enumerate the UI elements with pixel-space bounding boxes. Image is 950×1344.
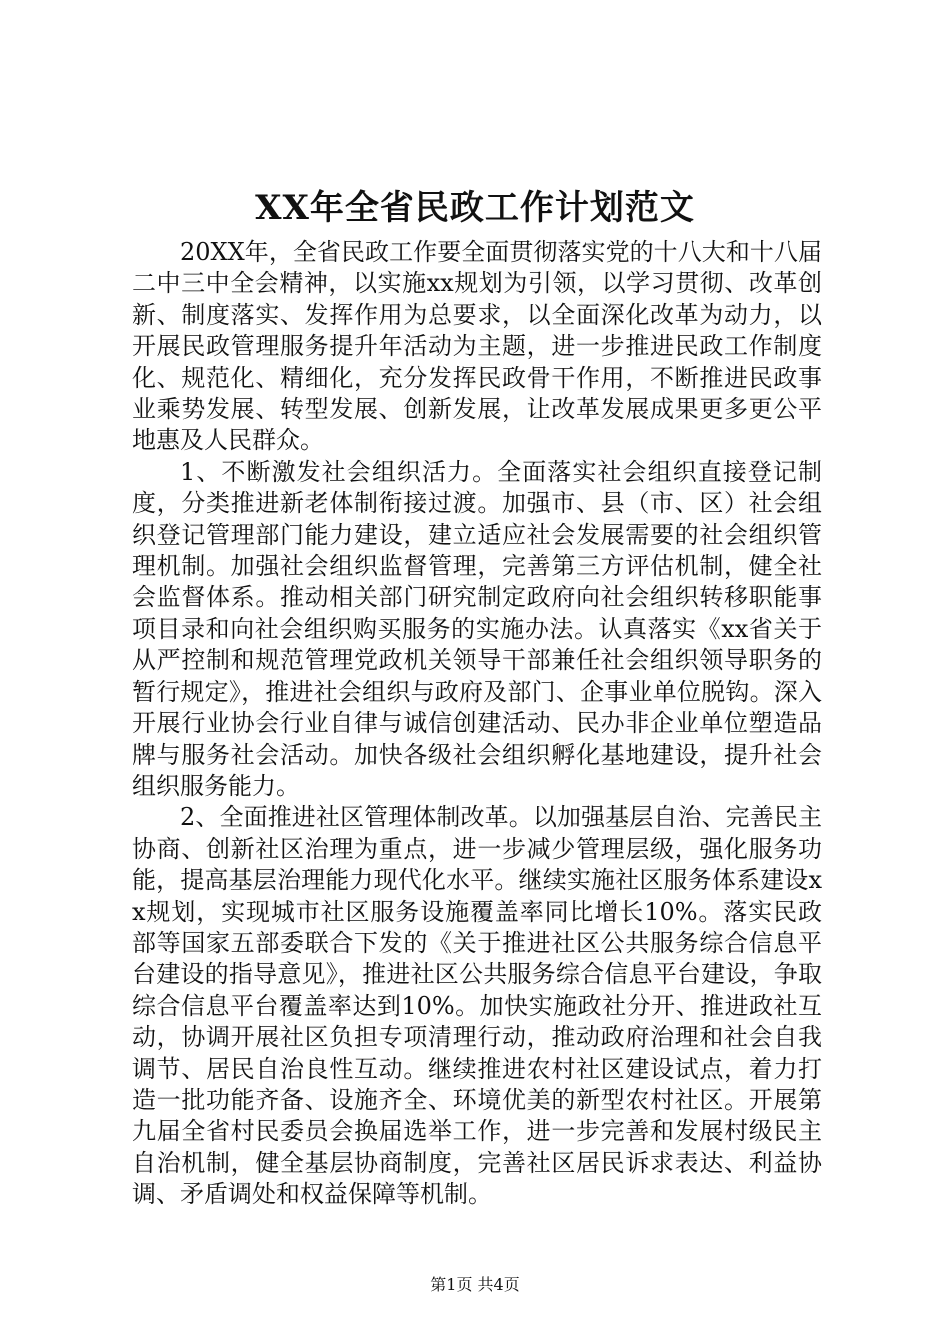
paragraph-community-reform: 2、全面推进社区管理体制改革。以加强基层自治、完善民主协商、创新社区治理为重点，进一步减少管理层级，强化服务功能，提高基层治理能力现代化水平。继续实施社区服务体系建设xx规划，实现城市社区服务设施覆盖率同比增长10%。落实民政部等国家五部委联合下发的《关于推进社区公共服务综合信息平台建设的指导意见》，推进社区公共服务综合信息平台建设，争取综合信息平台覆盖率达到10%。加快实施政社分开、推进政社互动，协调开展社区负担专项清理行动，推动政府治理和社会自我调节、居民自治良性互动。继续推进农村社区建设试点，着力打造一批功能齐备、设施齐全、环境优美的新型农村社区。开展第九届全省村民委员会换届选举工作，进一步完善和发展村级民主自治机制，健全基层协商制度，完善社区居民诉求表达、利益协调、矛盾调处和权益保障等机制。 xyxy=(132,803,822,1209)
paragraph-intro: 20XX年，全省民政工作要全面贯彻落实党的十八大和十八届二中三中全会精神，以实施xx规划为引领，以学习贯彻、改革创新、制度落实、发挥作用为总要求，以全面深化改革为动力，以开展民政管理服务提升年活动为主题，进一步推进民政工作制度化、规范化、精细化，充分发挥民政骨干作用，不断推进民政事业乘势发展、转型发展、创新发展，让改革发展成果更多更公平地惠及人民群众。 xyxy=(132,238,822,455)
document-body xyxy=(132,237,822,1211)
page-number-footer: 第1页 共4页 xyxy=(430,1275,520,1294)
paragraph-social-organizations: 1、不断激发社会组织活力。全面落实社会组织直接登记制度，分类推进新老体制衔接过渡。加强市、县（市、区）社会组织登记管理部门能力建设，建立适应社会发展需要的社会组织管理机制。加强社会组织监督管理，完善第三方评估机制，健全社会监督体系。推动相关部门研究制定政府向社会组织转移职能事项目录和向社会组织购买服务的实施办法。认真落实《xx省关于从严控制和规范管理党政机关领导干部兼任社会组织领导职务的暂行规定》，推进社会组织与政府及部门、企事业单位脱钩。深入开展行业协会行业自律与诚信创建活动、民办非企业单位塑造品牌与服务社会活动。加快各级社会组织孵化基地建设，提升社会组织服务能力。 xyxy=(132,457,822,800)
document-title: XX年全省民政工作计划范文 xyxy=(255,188,695,228)
